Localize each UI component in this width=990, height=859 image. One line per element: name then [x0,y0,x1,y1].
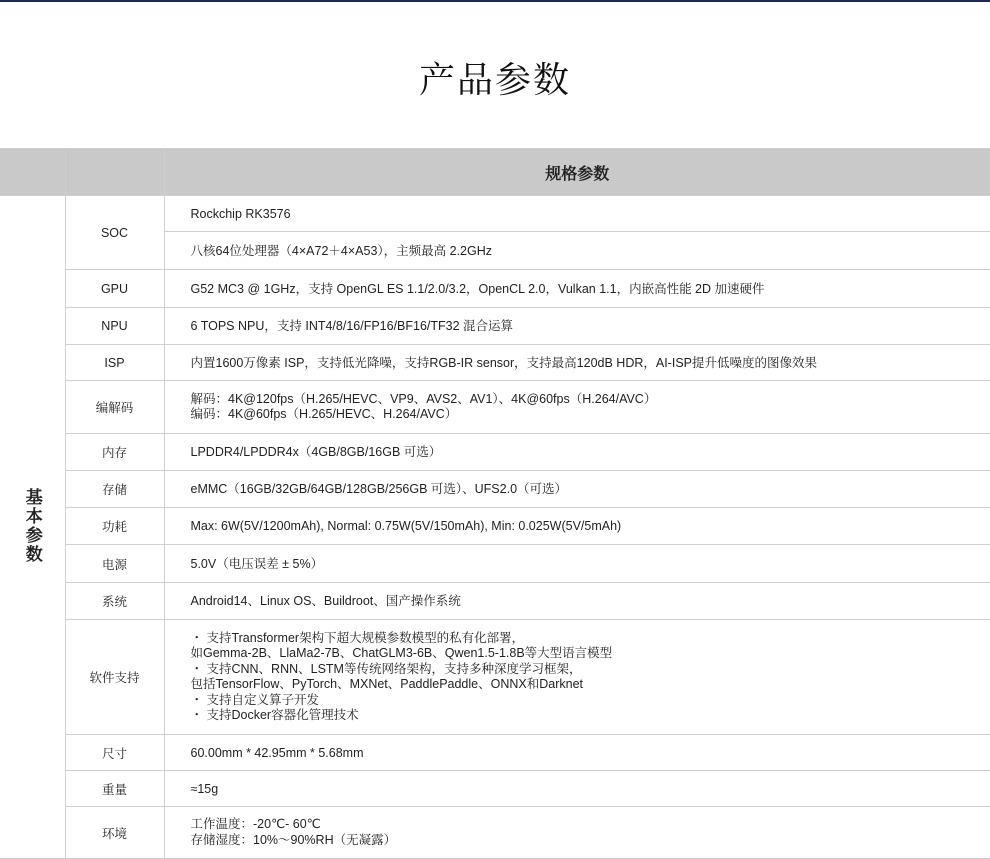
row-name: 重量 [65,771,164,807]
row-value: LPDDR4/LPDDR4x（4GB/8GB/16GB 可选） [164,434,990,471]
top-border-line [0,0,990,2]
row-name: SOC [65,196,164,270]
category-cell [0,196,65,859]
row-name: 软件支持 [65,620,164,735]
value-line: ・ 支持Transformer架构下超大规模参数模型的私有化部署， [190,630,525,645]
table-header-row [0,149,990,196]
table-header-title: 规格参数 [164,149,990,196]
row-name: 尺寸 [65,735,164,771]
table-row [0,270,990,308]
row-value: 内置1600万像素 ISP，支持低光降噪，支持RGB-IR sensor，支持最高120dB HDR，AI-ISP提升低噪度的图像效果 [164,345,990,381]
table-row [0,583,990,620]
row-value: 60.00mm * 42.95mm * 5.68mm [164,735,990,771]
table-row [0,308,990,345]
row-value: eMMC（16GB/32GB/64GB/128GB/256GB 可选）、UFS2.0（可选） [164,471,990,508]
value-line: 如Gemma-2B、LlaMa2-7B、ChatGLM3-6B、Qwen1.5-1.8B等大型语言模型 [190,646,613,660]
page-title: 产品参数 [418,59,571,100]
row-value [164,807,990,859]
row-name: 功耗 [65,508,164,545]
header-blank-cell [0,149,65,196]
table-row [0,735,990,771]
row-value: ≈15g [164,771,990,807]
row-value: Rockchip RK3576 [164,196,990,232]
row-value: 5.0V（电压误差 ± 5%） [164,545,990,583]
row-name: 存储 [65,471,164,508]
table-row [0,471,990,508]
header-blank-cell [65,149,164,196]
row-name: ISP [65,345,164,381]
row-name: GPU [65,270,164,308]
value-line: 解码：4K@120fps（H.265/HEVC、VP9、AVS2、AV1）、4K@60fps（H.264/AVC） [190,391,657,406]
table-row [0,620,990,735]
row-name: 编解码 [65,381,164,434]
category-label: 基本参数 [22,487,42,564]
table-row [0,434,990,471]
row-name: 电源 [65,545,164,583]
row-name: 环境 [65,807,164,859]
row-value [164,620,990,735]
value-line: 编码：4K@60fps（H.265/HEVC、H.264/AVC） [190,407,458,421]
value-line: 工作温度：-20℃- 60℃ [190,817,321,831]
table-row [0,771,990,807]
value-line: ・ 支持自定义算子开发 [190,692,319,707]
row-value: G52 MC3 @ 1GHz，支持 OpenGL ES 1.1/2.0/3.2，OpenCL 2.0，Vulkan 1.1，内嵌高性能 2D 加速硬件 [164,270,990,308]
value-line: 包括TensorFlow、PyTorch、MXNet、PaddlePaddle、ONNX和Darknet [190,677,583,691]
table-row [0,196,990,232]
row-value: 八核64位处理器（4×A72＋4×A53），主频最高 2.2GHz [164,232,990,270]
value-line: ・ 支持CNN、RNN、LSTM等传统网络架构，支持多种深度学习框架， [190,661,582,676]
row-name: 系统 [65,583,164,620]
value-line: ・ 支持Docker容器化管理技术 [190,708,359,722]
value-line: 存储湿度：10%～90%RH（无凝露） [190,832,397,847]
table-row [0,345,990,381]
row-value [164,381,990,434]
row-name: 内存 [65,434,164,471]
table-row [0,545,990,583]
table-row [0,381,990,434]
row-name: NPU [65,308,164,345]
spec-table [0,148,990,859]
table-row [0,807,990,859]
table-row [0,508,990,545]
row-value: Max: 6W(5V/1200mAh), Normal: 0.75W(5V/150mAh), Min: 0.025W(5V/5mAh) [164,508,990,545]
row-value: Android14、Linux OS、Buildroot、国产操作系统 [164,583,990,620]
row-value: 6 TOPS NPU，支持 INT4/8/16/FP16/BF16/TF32 混合运算 [164,308,990,345]
